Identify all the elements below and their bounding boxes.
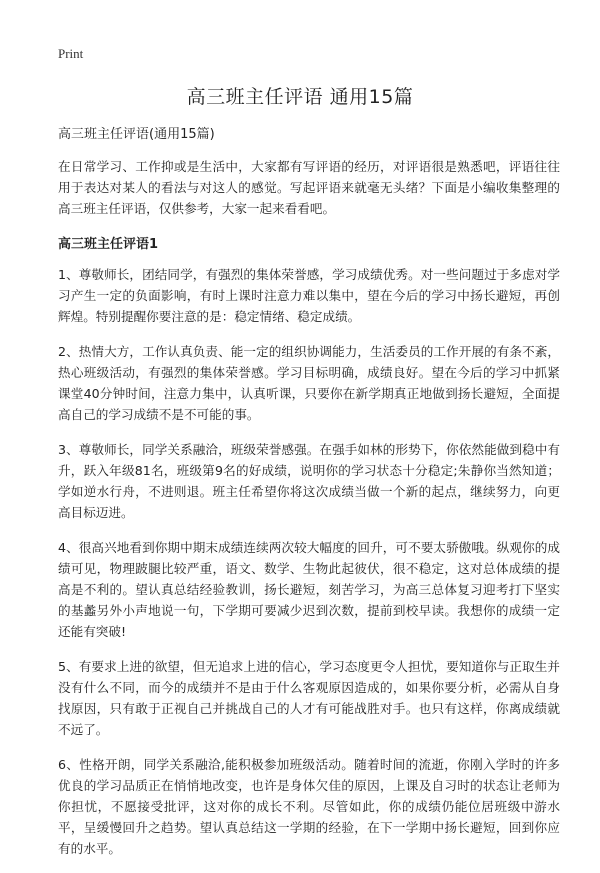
comment-paragraph-1: 1、尊敬师长，团结同学，有强烈的集体荣誉感，学习成绩优秀。对一些问题过于多虑对学习产生一定的负面影响，有时上课时注意力难以集中，望在今后的学习中扬长避短，再创辉煌。特别提醒你要注意的是：稳定情绪、稳定成绩。 [58,267,560,324]
article-body [58,123,560,873]
intro-paragraph: 在日常学习、工作抑或是生活中，大家都有写评语的经历，对评语很是熟悉吧，评语往往用于表达对某人的看法与对这人的感觉。写起评语来就毫无头绪？下面是小编收集整理的高三班主任评语，仅供参考，大家一起来看看吧。 [58,159,560,216]
comment-paragraph-4: 4、很高兴地看到你期中期末成绩连续两次较大幅度的回升，可不要太骄傲哦。纵观你的成绩可见，物理跛腿比较严重，语文、数学、生物此起彼伏，很不稳定，这对总体成绩的提高是不利的。望认真总结经验教训，扬长避短，刻苦学习，为高三总体复习迎考打下坚实的基蠡另外小声地说一句，下学期可要减少迟到次数，提前到校早读。我想你的成绩一定还能有突破! [58,540,560,639]
comment-paragraph-2: 2、热情大方，工作认真负责、能一定的组织协调能力，生活委员的工作开展的有条不紊，热心班级活动，有强烈的集体荣誉感。学习目标明确，成绩良好。望在今后的学习中抓紧课堂40分钟时间，注意力集中，认真听课，只要你在新学期真正地做到扬长避短，全面提高自己的学习成绩不是不可能的事。 [58,344,560,422]
article-subtitle: 高三班主任评语(通用15篇) [58,127,215,142]
comment-paragraph-6: 6、性格开朗，同学关系融洽,能积极参加班级活动。随着时间的流逝，你刚入学时的许多优良的学习品质正在悄悄地改变，也许是身体欠佳的原因，上课及自习时的状态让老师为你担忧，不愿接受批评，这对你的成长不利。尽管如此，你的成绩仍能位居班级中游水平，呈缓慢回升之趋势。望认真总结这一学期的经验，在下一学期中扬长避短，回到你应有的水平。 [58,757,560,856]
comment-paragraph-3: 3、尊敬师长，同学关系融洽，班级荣誉感强。在强手如林的形势下，你依然能做到稳中有升，跃入年级81名，班级第9名的好成绩，说明你的学习状态十分稳定;朱静你当然知道；学如逆水行舟，不进则退。班主任希望你将这次成绩当做一个新的起点，继续努力，向更高目标迈进。 [58,442,560,520]
section-heading: 高三班主任评语1 [58,237,159,252]
print-link[interactable]: Print [58,46,84,61]
comment-paragraph-5: 5、有要求上进的欲望，但无追求上进的信心，学习态度更令人担忧，要知道你与正取生并没有什么不同，而今的成绩并不是由于什么客观原因造成的，如果你要分析，必需从自身找原因，只有敢于正视自己并挑战自己的人才有可能战胜对手。也只有这样，你离成绩就不远了。 [58,659,560,737]
page-title: 高三班主任评语 通用15篇 [186,86,414,108]
